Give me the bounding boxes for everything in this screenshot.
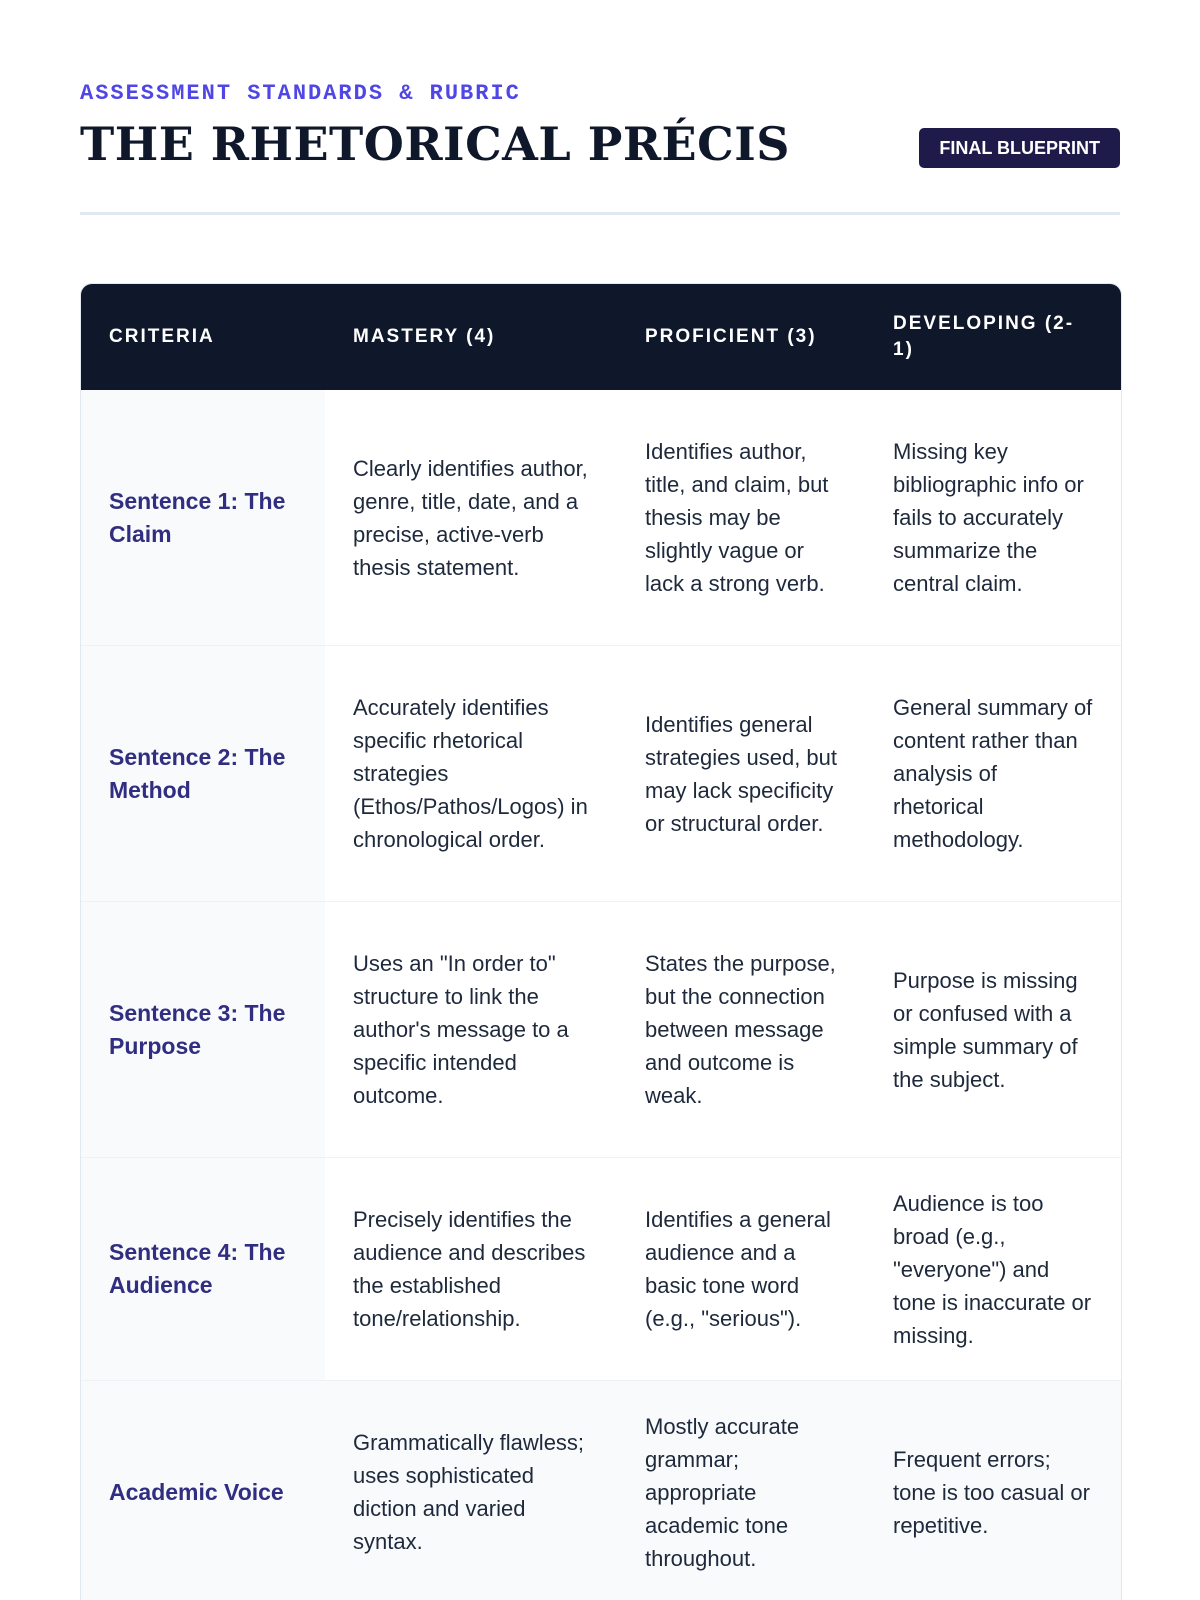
proficient-cell: Mostly accurate grammar; appropriate academic tone throughout. <box>617 1381 865 1600</box>
table-row <box>81 1157 1121 1380</box>
proficient-cell: Identifies a general audience and a basic tone word (e.g., "serious"). <box>645 1207 831 1331</box>
column-header-mastery: MASTERY (4) <box>353 326 496 347</box>
column-header-criteria: CRITERIA <box>109 326 215 347</box>
table-header <box>81 284 1121 390</box>
criteria-cell: Sentence 2: The Method <box>81 646 325 901</box>
developing-cell: Audience is too broad (e.g., "everyone") and tone is inaccurate or missing. <box>893 1190 1092 1348</box>
mastery-cell: Accurately identifies specific rhetorical strategies (Ethos/Pathos/Logos) in chronological order. <box>353 695 588 852</box>
developing-cell: Missing key bibliographic info or fails to accurately summarize the central claim. <box>893 439 1084 596</box>
mastery-cell: Precisely identifies the audience and describes the established tone/relationship. <box>353 1207 586 1331</box>
criteria-cell: Sentence 1: The Claim <box>81 390 325 645</box>
table-row <box>81 901 1121 1157</box>
developing-cell: Frequent errors; tone is too casual or repetitive. <box>865 1381 1121 1600</box>
proficient-cell: States the purpose, but the connection between message and outcome is weak. <box>645 951 836 1108</box>
page-eyebrow: ASSESSMENT STANDARDS & RUBRIC <box>80 81 521 106</box>
rubric-table <box>80 283 1122 1600</box>
criteria-cell: Sentence 4: The Audience <box>81 1158 325 1380</box>
mastery-cell: Uses an "In order to" structure to link the author's message to a specific intended outcome. <box>353 951 569 1108</box>
title-row <box>80 114 1120 174</box>
developing-cell: Purpose is missing or confused with a simple summary of the subject. <box>893 967 1078 1092</box>
column-header-proficient: PROFICIENT (3) <box>645 326 817 347</box>
page-title: THE RHETORICAL PRÉCIS <box>80 117 790 171</box>
mastery-cell: Clearly identifies author, genre, title, date, and a precise, active-verb thesis statement. <box>353 455 588 580</box>
table-row <box>81 390 1121 645</box>
criteria-cell: Academic Voice <box>81 1381 325 1600</box>
table-row <box>81 645 1121 901</box>
developing-cell: General summary of content rather than analysis of rhetorical methodology. <box>893 695 1093 852</box>
proficient-cell: Identifies general strategies used, but may lack specificity or structural order. <box>645 711 838 836</box>
proficient-cell: Identifies author, title, and claim, but thesis may be slightly vague or lack a strong verb. <box>645 439 829 596</box>
column-header-developing: DEVELOPING (2-1) <box>893 313 1075 360</box>
header-divider <box>80 212 1120 215</box>
table-body <box>81 390 1121 1600</box>
criteria-cell: Sentence 3: The Purpose <box>81 902 325 1157</box>
table-row <box>81 1380 1121 1600</box>
mastery-cell: Grammatically flawless; uses sophisticated diction and varied syntax. <box>325 1381 617 1600</box>
status-badge: FINAL BLUEPRINT <box>919 128 1120 168</box>
